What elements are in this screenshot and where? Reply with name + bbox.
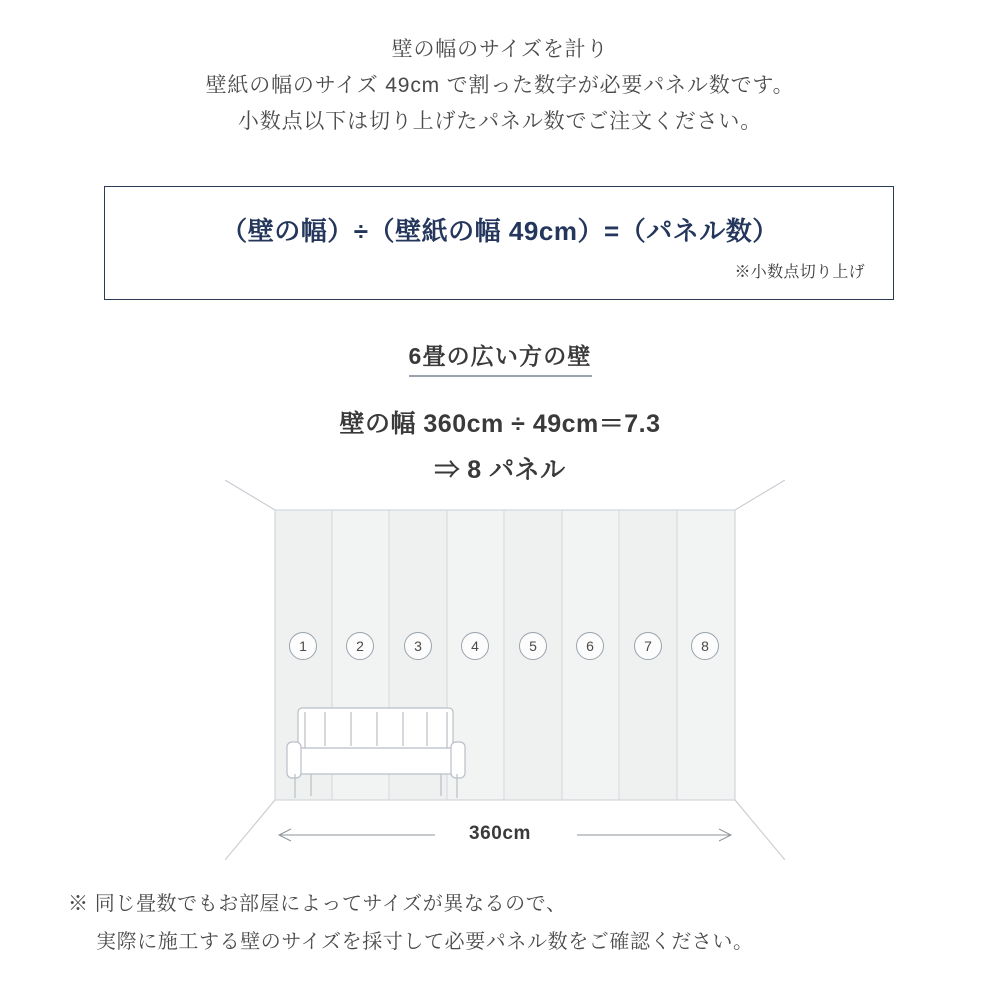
left-side-wall: [225, 480, 275, 860]
calculation-line: 壁の幅 360cm ÷ 49cm＝7.3: [339, 410, 661, 438]
intro-line-3: 小数点以下は切り上げたパネル数でご注文ください。: [237, 110, 763, 133]
panel-number-7: 7: [634, 632, 662, 660]
panel-number-6: 6: [576, 632, 604, 660]
panel-number-8: 8: [691, 632, 719, 660]
intro-line-2: 壁紙の幅のサイズ 49cm で割った数字が必要パネル数です。: [205, 74, 795, 97]
footnote-line-2: 実際に施工する壁のサイズを採寸して必要パネル数をご確認ください。: [96, 931, 754, 953]
room-diagram-svg: [225, 480, 785, 860]
intro-line-1: 壁の幅のサイズを計り: [391, 38, 609, 61]
intro-text: [0, 32, 1000, 140]
wall-width-label: 360cm: [468, 823, 531, 844]
panel-number-3: 3: [404, 632, 432, 660]
right-side-wall: [735, 480, 785, 860]
panel-number-4: 4: [461, 632, 489, 660]
panel-number-5: 5: [519, 632, 547, 660]
section-title-text: 6畳の広い方の壁: [409, 343, 592, 377]
formula-box: [104, 186, 894, 300]
room-illustration: [225, 480, 785, 860]
panel-number-2: 2: [346, 632, 374, 660]
section-title: [0, 338, 1000, 371]
footnote-line-1: ※ 同じ畳数でもお部屋によってサイズが異なるので、: [68, 893, 567, 915]
formula-note: ※小数点切り上げ: [734, 264, 865, 281]
panel-number-1: 1: [289, 632, 317, 660]
formula-expression: （壁の幅）÷（壁紙の幅 49cm）=（パネル数）: [221, 216, 779, 246]
footnote: [68, 885, 948, 961]
calculation-result: ⇒ 8 パネル: [434, 456, 566, 484]
